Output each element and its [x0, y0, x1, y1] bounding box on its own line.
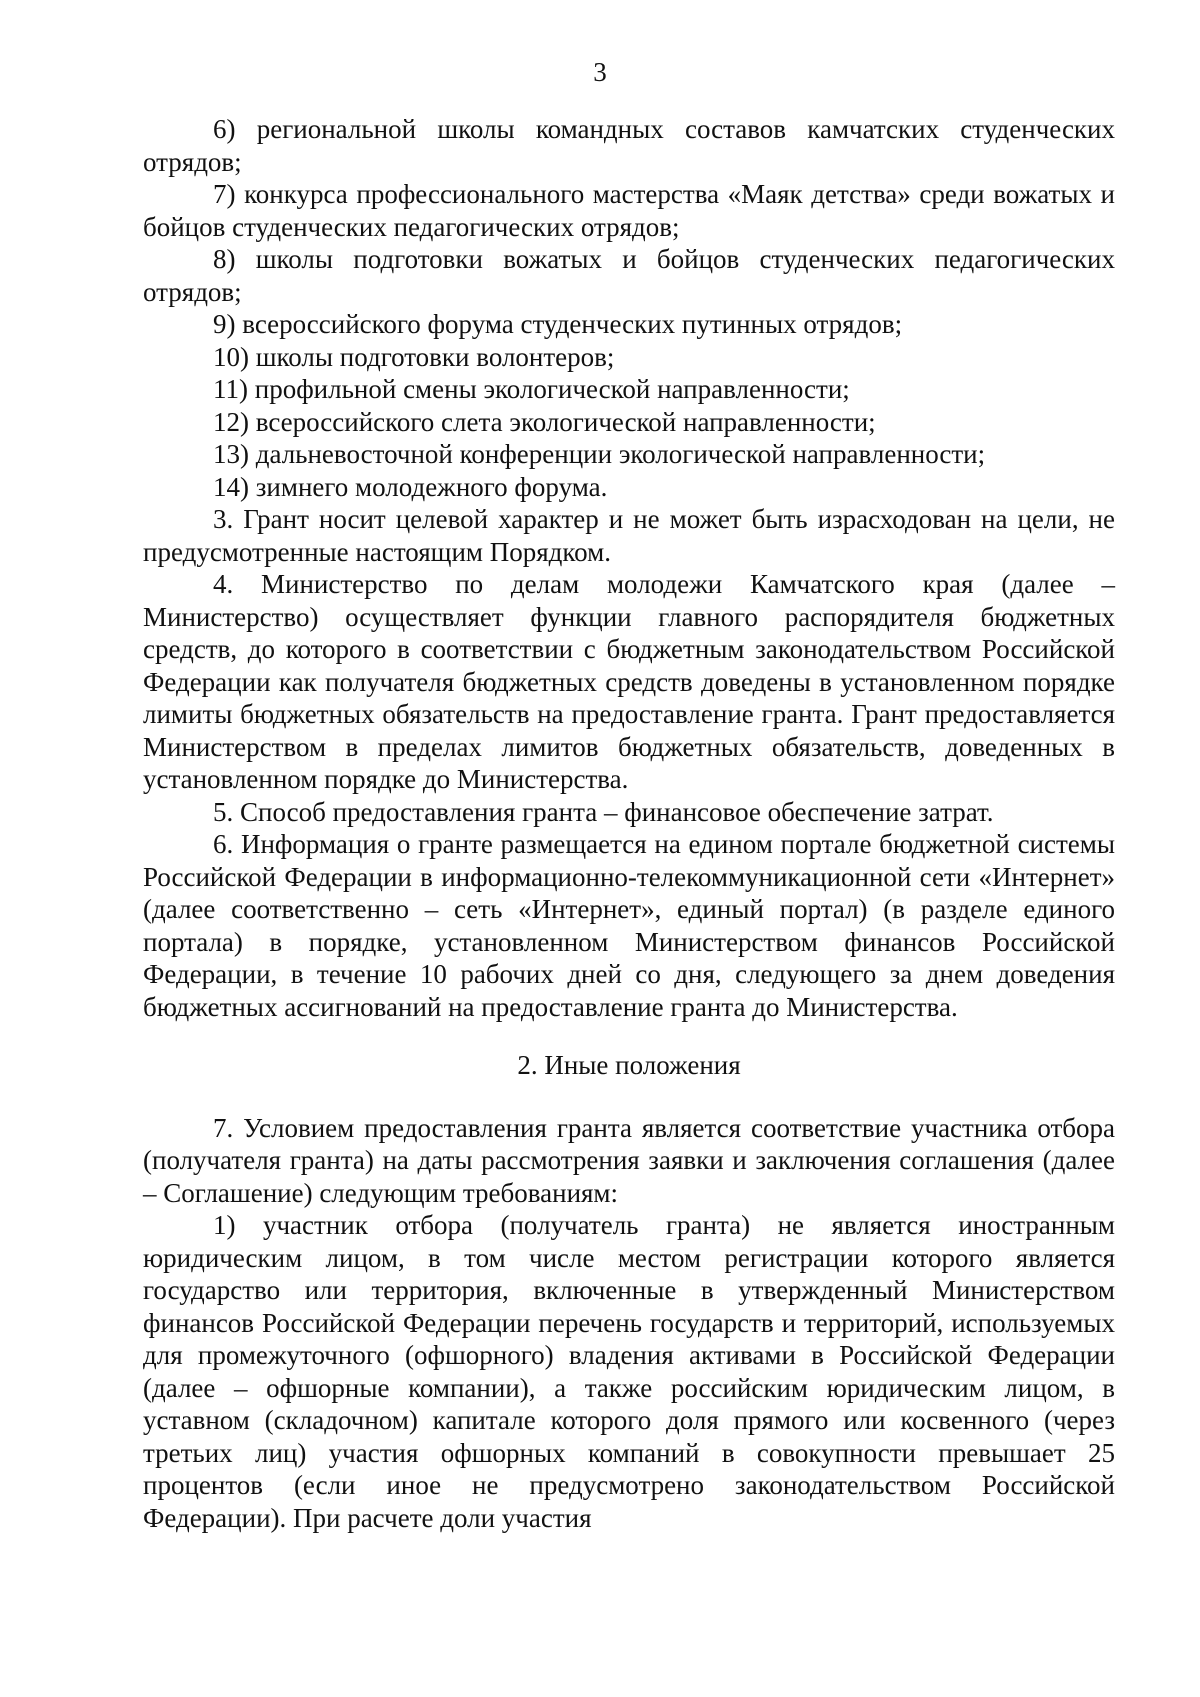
- list-item-7: 7) конкурса профессионального мастерства «Маяк детства» среди вожатых и бойцов студенческих педагогических отрядов;: [143, 179, 1115, 242]
- list-item-8: 8) школы подготовки вожатых и бойцов студенческих педагогических отрядов;: [143, 244, 1115, 307]
- list-item-11: 11) профильной смены экологической направленности;: [213, 374, 850, 404]
- list-item-6: 6) региональной школы командных составов камчатских студенческих отрядов;: [143, 114, 1115, 177]
- clause-7: 7. Условием предоставления гранта является соответствие участника отбора (получателя гранта) на даты рассмотрения заявки и заключения соглашения (далее – Соглашение) следующим требованиям:: [143, 1112, 1115, 1208]
- section-heading: 2. Иные положения: [517, 1050, 741, 1080]
- list-item-9: 9) всероссийского форума студенческих путинных отрядов;: [213, 309, 903, 339]
- list-item-13: 13) дальневосточной конференции экологической направленности;: [213, 439, 986, 469]
- list-item-12: 12) всероссийского слета экологической направленности;: [213, 406, 876, 437]
- clause-6: 6. Информация о гранте размещается на едином портале бюджетной системы Российской Федерации в информационно-телекоммуникационной сети «Интернет» (далее соответственно – сеть «Интернет», единый портал) (в разделе единого портала) в порядке, установленном Министерством финансов Российской Федерации, в течение 10 рабочих дней со дня, следующего за днем доведения бюджетных ассигнований на предоставление гранта до Министерства.: [143, 829, 1115, 1022]
- requirement-1: 1) участник отбора (получатель гранта) не является иностранным юридическим лицом, в том числе местом регистрации которого является государство или территория, включенные в утвержденный Министерством финансов Российской Федерации перечень государств и территорий, используемых для промежуточного (офшорного) владения активами в Российской Федерации (далее – офшорные компании), а также российским юридическим лицом, в уставном (складочном) капитале которого доля прямого или косвенного (через третьих лиц) участия офшорных компаний в совокупности превышает 25 процентов (если иное не предусмотрено законодательством Российской Федерации). При расчете доли участия: [143, 1210, 1115, 1533]
- clause-3: 3. Грант носит целевой характер и не может быть израсходован на цели, не предусмотренные настоящим Порядком.: [143, 504, 1115, 567]
- document-body: [143, 113, 1115, 1534]
- clause-4: 4. Министерство по делам молодежи Камчатского края (далее – Министерство) осуществляет функции главного распорядителя бюджетных средств, до которого в соответствии с бюджетным законодательством Российской Федерации как получателя бюджетных средств доведены в установленном порядке лимиты бюджетных обязательств на предоставление гранта. Грант предоставляется Министерством в пределах лимитов бюджетных обязательств, доведенных в установленном порядке до Министерства.: [143, 569, 1115, 794]
- list-item-10: 10) школы подготовки волонтеров;: [213, 341, 615, 372]
- clause-5: 5. Способ предоставления гранта – финансовое обеспечение затрат.: [213, 796, 994, 827]
- page-number: 3: [593, 57, 607, 87]
- list-item-14: 14) зимнего молодежного форума.: [213, 471, 608, 502]
